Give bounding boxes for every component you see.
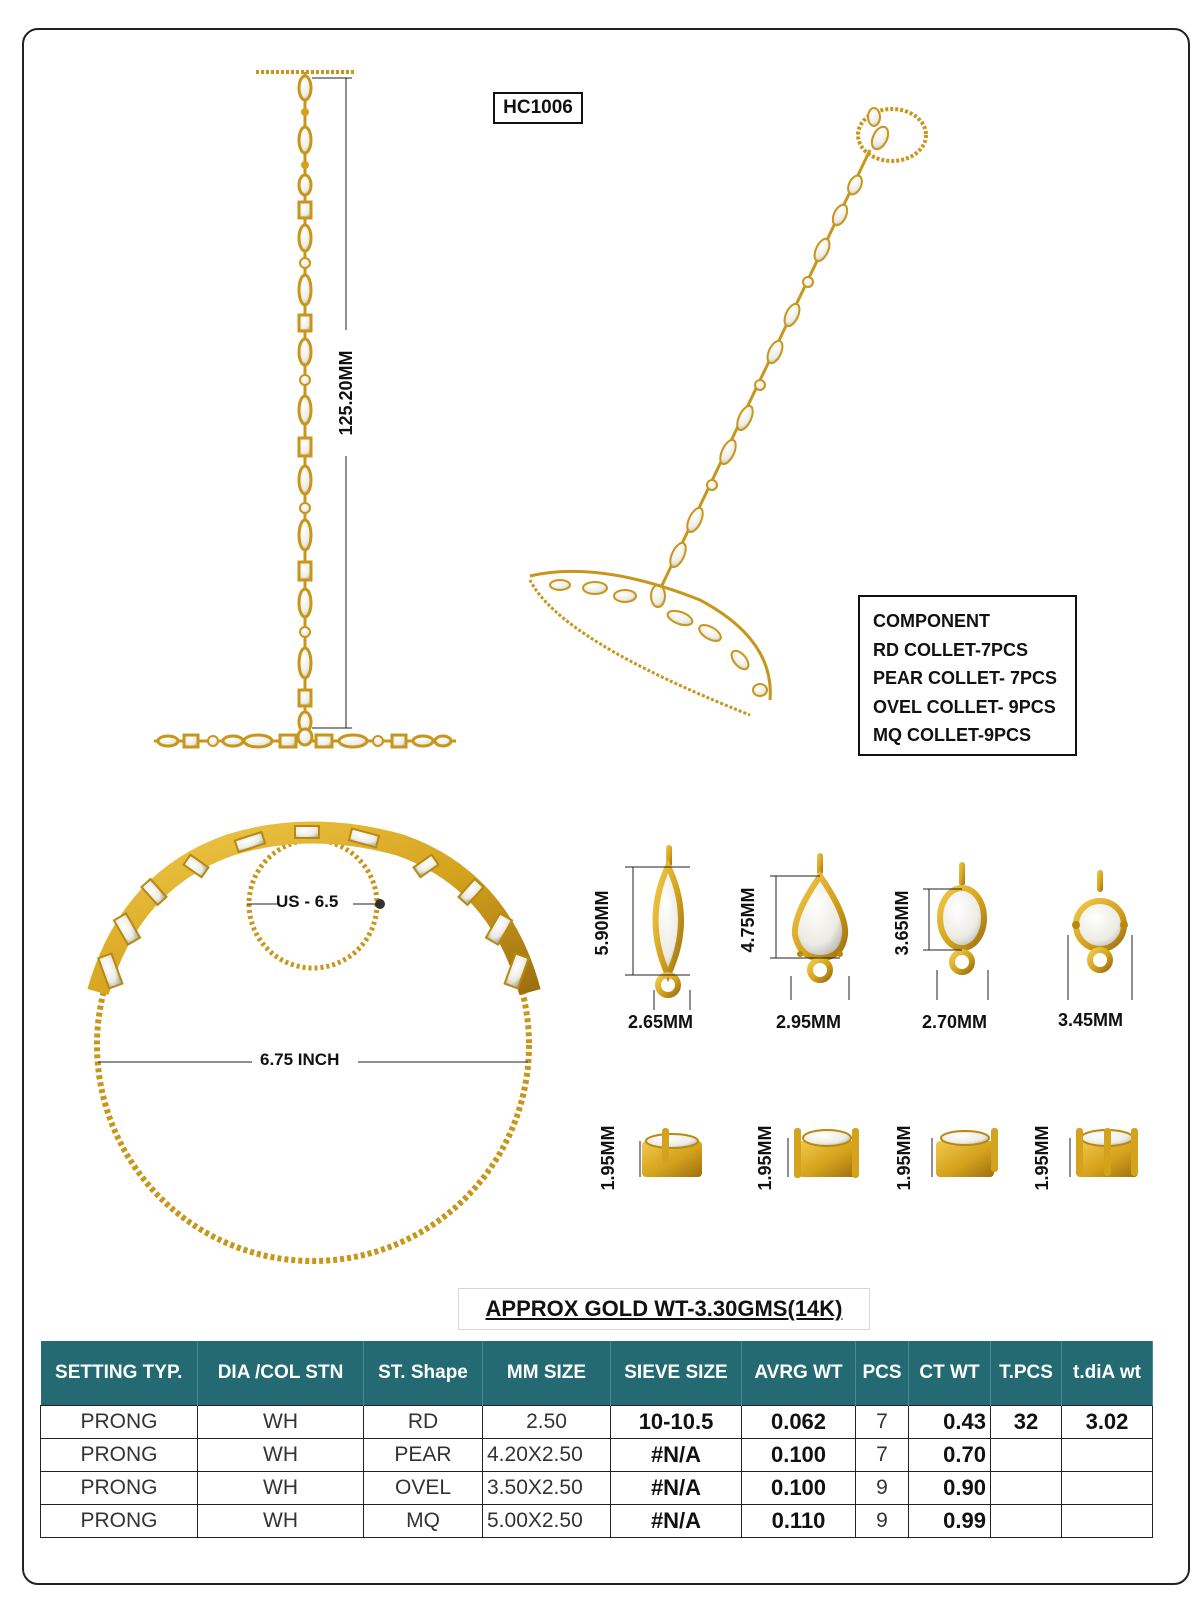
pear-height-label: 4.75MM [738, 887, 758, 953]
table-cell: WH [198, 1505, 364, 1538]
table-cell: PRONG [41, 1472, 198, 1505]
oval-collet [923, 862, 988, 1000]
table-cell: 0.062 [742, 1406, 856, 1439]
table-cell: 0.99 [909, 1505, 991, 1538]
mq-width-label: 2.65MM [628, 1012, 694, 1032]
table-cell [991, 1439, 1062, 1472]
mq-height-label: 5.90MM [592, 890, 612, 956]
table-cell [991, 1472, 1062, 1505]
col-header: PCS [856, 1341, 909, 1406]
table-cell: 0.110 [742, 1505, 856, 1538]
col-header: SIEVE SIZE [611, 1341, 742, 1406]
table-cell: 0.100 [742, 1472, 856, 1505]
round-collet [1068, 870, 1132, 1000]
table-cell: 0.70 [909, 1439, 991, 1472]
stone-spec-table [40, 1341, 1153, 1538]
col-header: SETTING TYP. [41, 1341, 198, 1406]
component-item: MQ COLLET-9PCS [873, 725, 1032, 745]
oval-depth-label: 1.95MM [894, 1125, 914, 1191]
table-cell [991, 1505, 1062, 1538]
table-cell [1062, 1439, 1153, 1472]
front-view-chain [154, 72, 456, 747]
table-cell: 2.50 [483, 1406, 611, 1439]
col-header: T.PCS [991, 1341, 1062, 1406]
table-cell: OVEL [364, 1472, 483, 1505]
table-cell: 10-10.5 [611, 1406, 742, 1439]
mq-depth-label: 1.95MM [598, 1125, 618, 1191]
table-row [41, 1472, 1153, 1505]
table-cell [1062, 1505, 1153, 1538]
round-width-label: 3.45MM [1058, 1010, 1124, 1030]
table-cell: 0.90 [909, 1472, 991, 1505]
table-cell: 4.20X2.50 [483, 1439, 611, 1472]
table-row [41, 1505, 1153, 1538]
table-row [41, 1406, 1153, 1439]
table-cell [1062, 1472, 1153, 1505]
table-cell: 5.00X2.50 [483, 1505, 611, 1538]
component-item: OVEL COLLET- 9PCS [873, 696, 1056, 717]
oval-width-label: 2.70MM [922, 1012, 988, 1032]
col-header: t.diA wt [1062, 1341, 1153, 1406]
table-cell: RD [364, 1406, 483, 1439]
pear-collet-side [788, 1128, 859, 1178]
round-depth-label: 1.95MM [1032, 1125, 1052, 1191]
chain-length-label: 125.20MM [336, 350, 356, 436]
table-cell: 0.43 [909, 1406, 991, 1439]
table-cell: #N/A [611, 1505, 742, 1538]
mq-collet-side [640, 1128, 702, 1177]
component-item: RD COLLET-7PCS [873, 639, 1029, 660]
round-collet-side [1070, 1128, 1138, 1177]
table-row [41, 1439, 1153, 1472]
component-item: PEAR COLLET- 7PCS [873, 668, 1058, 688]
oval-collet-side [932, 1128, 998, 1177]
table-cell: MQ [364, 1505, 483, 1538]
table-cell: 0.100 [742, 1439, 856, 1472]
table-cell: #N/A [611, 1472, 742, 1505]
table-cell: 9 [856, 1472, 909, 1505]
table-cell: PRONG [41, 1505, 198, 1538]
component-list [858, 595, 1077, 756]
table-cell: 3.50X2.50 [483, 1472, 611, 1505]
bracelet-size-label: 6.75 INCH [260, 1050, 340, 1069]
table-cell: 3.02 [1062, 1406, 1153, 1439]
col-header: DIA /COL STN [198, 1341, 364, 1406]
table-cell: WH [198, 1406, 364, 1439]
table-cell: WH [198, 1472, 364, 1505]
component-heading: COMPONENT [873, 611, 990, 631]
pear-collet [770, 853, 849, 1000]
col-header: MM SIZE [483, 1341, 611, 1406]
gold-weight-title: APPROX GOLD WT-3.30GMS(14K) [458, 1288, 870, 1330]
table-cell: PRONG [41, 1406, 198, 1439]
col-header: ST. Shape [364, 1341, 483, 1406]
col-header: CT WT [909, 1341, 991, 1406]
col-header: AVRG WT [742, 1341, 856, 1406]
table-cell: #N/A [611, 1439, 742, 1472]
collet-side-views [640, 1128, 1138, 1178]
table-cell: 32 [991, 1406, 1062, 1439]
design-code: HC1006 [493, 92, 583, 124]
pear-depth-label: 1.95MM [755, 1125, 775, 1191]
table-header-row [41, 1341, 1153, 1406]
pear-width-label: 2.95MM [776, 1012, 842, 1032]
table-cell: WH [198, 1439, 364, 1472]
mq-collet [625, 845, 690, 1010]
ring-size-label: US - 6.5 [276, 892, 339, 911]
table-cell: PRONG [41, 1439, 198, 1472]
oval-height-label: 3.65MM [892, 890, 912, 956]
table-cell: 7 [856, 1439, 909, 1472]
table-cell: PEAR [364, 1439, 483, 1472]
table-cell: 7 [856, 1406, 909, 1439]
collet-front-views [625, 845, 1132, 1010]
table-cell: 9 [856, 1505, 909, 1538]
